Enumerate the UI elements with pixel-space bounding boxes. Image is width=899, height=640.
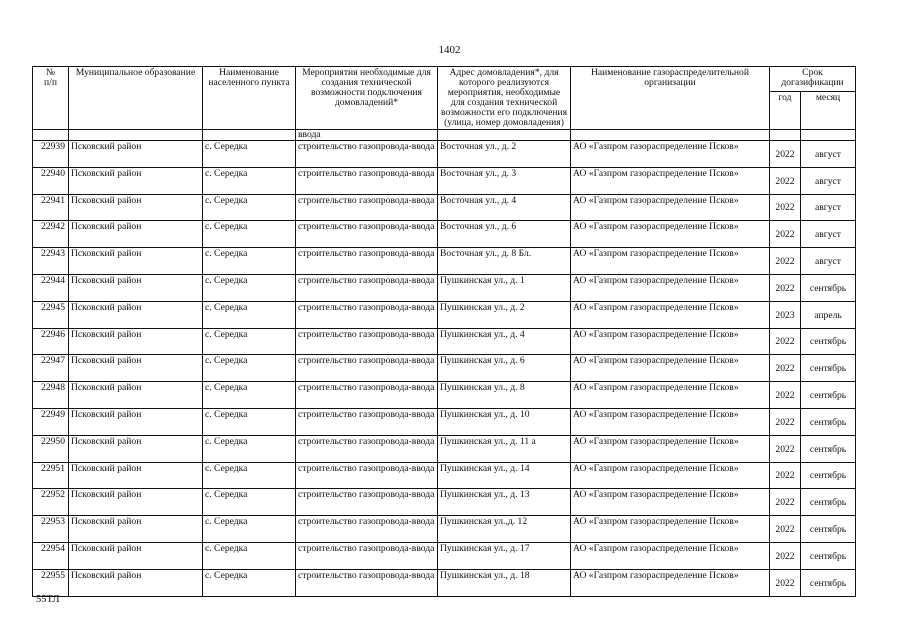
table-row	[33, 301, 856, 328]
cell-address: Пушкинская ул., д. 1	[438, 274, 571, 301]
cell-municipality: Псковский район	[69, 167, 203, 194]
cell-num: 22939	[33, 141, 69, 168]
cell-gas-org: АО «Газпром газораспределение Псков»	[571, 569, 770, 596]
cell-month: сентябрь	[801, 408, 856, 435]
cell-month: апрель	[801, 301, 856, 328]
header-gas-org: Наименование газораспределительной организации	[571, 67, 770, 130]
table-row	[33, 569, 856, 596]
cell-settlement: с. Середка	[203, 141, 296, 168]
table-row	[33, 221, 856, 248]
cell-address: Восточная ул., д. 8 Бл.	[438, 248, 571, 275]
cell-address: Пушкинская ул., д. 8	[438, 382, 571, 409]
cell-municipality: Псковский район	[69, 569, 203, 596]
table-row	[33, 355, 856, 382]
cell-municipality: Псковский район	[69, 355, 203, 382]
continuation-row	[33, 130, 856, 141]
cell-measure: строительство газопровода-ввода	[296, 382, 438, 409]
cell-gas-org: АО «Газпром газораспределение Псков»	[571, 408, 770, 435]
cell-gas-org: АО «Газпром газораспределение Псков»	[571, 489, 770, 516]
cell-num: 22941	[33, 194, 69, 221]
cell-gas-org: АО «Газпром газораспределение Псков»	[571, 355, 770, 382]
header-year: год	[770, 92, 801, 130]
table-row	[33, 194, 856, 221]
footer-code: 55ТЛ	[36, 594, 60, 605]
cell-settlement: с. Середка	[203, 194, 296, 221]
cell-address: Пушкинская ул., д. 2	[438, 301, 571, 328]
cell-year: 2022	[770, 489, 801, 516]
cell-year: 2022	[770, 274, 801, 301]
cell-address: Пушкинская ул., д. 11 а	[438, 435, 571, 462]
page-number: 1402	[438, 44, 461, 56]
cell-month: сентябрь	[801, 355, 856, 382]
cell-year: 2022	[770, 542, 801, 569]
cell-measure: строительство газопровода-ввода	[296, 301, 438, 328]
cell-gas-org: АО «Газпром газораспределение Псков»	[571, 221, 770, 248]
cell-gas-org: АО «Газпром газораспределение Псков»	[571, 141, 770, 168]
cell-month: сентябрь	[801, 435, 856, 462]
cell-municipality: Псковский район	[69, 462, 203, 489]
cell-municipality: Псковский район	[69, 435, 203, 462]
cell-settlement: с. Середка	[203, 516, 296, 543]
cell-gas-org: АО «Газпром газораспределение Псков»	[571, 274, 770, 301]
cell-measure: строительство газопровода-ввода	[296, 489, 438, 516]
cell-month: август	[801, 141, 856, 168]
cell-gas-org: АО «Газпром газораспределение Псков»	[571, 516, 770, 543]
cell-year: 2022	[770, 516, 801, 543]
cell-month: сентябрь	[801, 489, 856, 516]
cell-municipality: Псковский район	[69, 274, 203, 301]
cell-municipality: Псковский район	[69, 382, 203, 409]
cell-address: Пушкинская ул., д. 13	[438, 489, 571, 516]
cell-measure: строительство газопровода-ввода	[296, 542, 438, 569]
header-municipality: Муниципальное образование	[69, 67, 203, 130]
cell-num: 22950	[33, 435, 69, 462]
table-row	[33, 408, 856, 435]
cell-municipality: Псковский район	[69, 408, 203, 435]
cell-num: 22947	[33, 355, 69, 382]
cell-month: сентябрь	[801, 274, 856, 301]
continuation-cell: ввода	[296, 130, 438, 141]
cell-month: сентябрь	[801, 516, 856, 543]
cell-gas-org: АО «Газпром газораспределение Псков»	[571, 435, 770, 462]
cell-address: Восточная ул., д. 2	[438, 141, 571, 168]
cell-gas-org: АО «Газпром газораспределение Псков»	[571, 382, 770, 409]
cell-num: 22951	[33, 462, 69, 489]
cell-municipality: Псковский район	[69, 194, 203, 221]
cell-gas-org: АО «Газпром газораспределение Псков»	[571, 194, 770, 221]
cell-num: 22940	[33, 167, 69, 194]
cell-measure: строительство газопровода-ввода	[296, 141, 438, 168]
cell-num: 22954	[33, 542, 69, 569]
cell-num: 22949	[33, 408, 69, 435]
cell-address: Пушкинская ул., д. 4	[438, 328, 571, 355]
cell-municipality: Псковский район	[69, 328, 203, 355]
cell-measure: строительство газопровода-ввода	[296, 408, 438, 435]
cell-measure: строительство газопровода-ввода	[296, 167, 438, 194]
cell-address: Пушкинская ул., д. 10	[438, 408, 571, 435]
table-row	[33, 489, 856, 516]
cell-year: 2023	[770, 301, 801, 328]
cell-measure: строительство газопровода-ввода	[296, 248, 438, 275]
cell-month: сентябрь	[801, 542, 856, 569]
cell-gas-org: АО «Газпром газораспределение Псков»	[571, 167, 770, 194]
cell-measure: строительство газопровода-ввода	[296, 355, 438, 382]
cell-num: 22953	[33, 516, 69, 543]
cell-address: Пушкинская ул., д. 6	[438, 355, 571, 382]
cell-municipality: Псковский район	[69, 248, 203, 275]
cell-settlement: с. Середка	[203, 542, 296, 569]
cell-gas-org: АО «Газпром газораспределение Псков»	[571, 248, 770, 275]
cell-gas-org: АО «Газпром газораспределение Псков»	[571, 301, 770, 328]
cell-measure: строительство газопровода-ввода	[296, 274, 438, 301]
cell-address: Пушкинская ул., д. 18	[438, 569, 571, 596]
table-body	[33, 130, 856, 597]
cell-settlement: с. Середка	[203, 408, 296, 435]
cell-settlement: с. Середка	[203, 248, 296, 275]
table-row	[33, 435, 856, 462]
cell-measure: строительство газопровода-ввода	[296, 328, 438, 355]
cell-settlement: с. Середка	[203, 435, 296, 462]
header-deadline: Срок догазификации	[770, 67, 856, 92]
cell-month: сентябрь	[801, 328, 856, 355]
header-month: месяц	[801, 92, 856, 130]
cell-settlement: с. Середка	[203, 569, 296, 596]
cell-num: 22948	[33, 382, 69, 409]
table-row	[33, 248, 856, 275]
cell-month: сентябрь	[801, 462, 856, 489]
cell-month: август	[801, 221, 856, 248]
cell-measure: строительство газопровода-ввода	[296, 516, 438, 543]
cell-municipality: Псковский район	[69, 489, 203, 516]
cell-measure: строительство газопровода-ввода	[296, 462, 438, 489]
table-row	[33, 167, 856, 194]
cell-gas-org: АО «Газпром газораспределение Псков»	[571, 462, 770, 489]
cell-month: август	[801, 194, 856, 221]
cell-num: 22942	[33, 221, 69, 248]
cell-settlement: с. Середка	[203, 489, 296, 516]
cell-municipality: Псковский район	[69, 301, 203, 328]
table-row	[33, 542, 856, 569]
cell-year: 2022	[770, 328, 801, 355]
table-row	[33, 141, 856, 168]
cell-month: сентябрь	[801, 382, 856, 409]
cell-num: 22952	[33, 489, 69, 516]
cell-num: 22943	[33, 248, 69, 275]
cell-year: 2022	[770, 435, 801, 462]
cell-measure: строительство газопровода-ввода	[296, 569, 438, 596]
cell-year: 2022	[770, 221, 801, 248]
cell-settlement: с. Середка	[203, 167, 296, 194]
cell-address: Пушкинская ул.,д. 12	[438, 516, 571, 543]
cell-municipality: Псковский район	[69, 141, 203, 168]
table-row	[33, 462, 856, 489]
cell-settlement: с. Середка	[203, 301, 296, 328]
table-row	[33, 274, 856, 301]
table-row	[33, 328, 856, 355]
table-row	[33, 382, 856, 409]
cell-settlement: с. Середка	[203, 355, 296, 382]
cell-settlement: с. Середка	[203, 221, 296, 248]
cell-municipality: Псковский район	[69, 516, 203, 543]
cell-num: 22945	[33, 301, 69, 328]
cell-address: Пушкинская ул., д. 14	[438, 462, 571, 489]
cell-gas-org: АО «Газпром газораспределение Псков»	[571, 328, 770, 355]
cell-year: 2022	[770, 355, 801, 382]
cell-year: 2022	[770, 167, 801, 194]
cell-municipality: Псковский район	[69, 221, 203, 248]
cell-address: Восточная ул., д. 6	[438, 221, 571, 248]
cell-measure: строительство газопровода-ввода	[296, 221, 438, 248]
cell-month: август	[801, 248, 856, 275]
cell-year: 2022	[770, 141, 801, 168]
cell-year: 2022	[770, 248, 801, 275]
cell-municipality: Псковский район	[69, 542, 203, 569]
cell-num: 22955	[33, 569, 69, 596]
cell-settlement: с. Середка	[203, 328, 296, 355]
table-row	[33, 516, 856, 543]
gasification-table	[32, 66, 856, 597]
cell-year: 2022	[770, 194, 801, 221]
cell-measure: строительство газопровода-ввода	[296, 194, 438, 221]
header-measures: Мероприятия необходимые для создания технической возможности подключения домовладений*	[296, 67, 438, 130]
cell-year: 2022	[770, 569, 801, 596]
cell-month: сентябрь	[801, 569, 856, 596]
cell-settlement: с. Середка	[203, 274, 296, 301]
cell-address: Восточная ул., д. 3	[438, 167, 571, 194]
cell-year: 2022	[770, 462, 801, 489]
header-num: № п/п	[33, 67, 69, 130]
cell-num: 22944	[33, 274, 69, 301]
cell-measure: строительство газопровода-ввода	[296, 435, 438, 462]
cell-address: Восточная ул., д. 4	[438, 194, 571, 221]
cell-settlement: с. Середка	[203, 462, 296, 489]
header-settlement: Наименование населенного пункта	[203, 67, 296, 130]
header-address: Адрес домовладения*, для которого реализуются мероприятия, необходимые для создания технической возможности его подключения (улица, номер домовладения)	[438, 67, 571, 130]
cell-year: 2022	[770, 382, 801, 409]
cell-month: август	[801, 167, 856, 194]
cell-year: 2022	[770, 408, 801, 435]
cell-address: Пушкинская ул., д. 17	[438, 542, 571, 569]
cell-num: 22946	[33, 328, 69, 355]
cell-gas-org: АО «Газпром газораспределение Псков»	[571, 542, 770, 569]
cell-settlement: с. Середка	[203, 382, 296, 409]
